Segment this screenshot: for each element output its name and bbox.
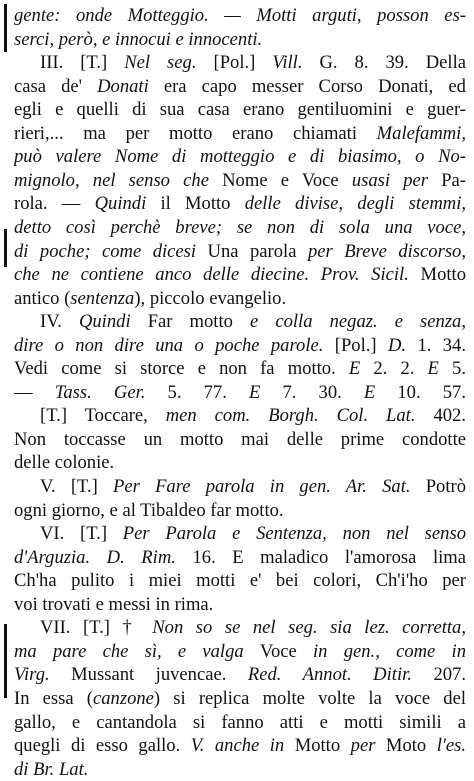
text-run: 16. E maladico l'amorosa lima (192, 546, 466, 568)
italic-run: Tass. Ger. (54, 381, 168, 403)
text-run: Nome e Voce (222, 169, 352, 191)
text-run: Ch'ha pulito i miei motti e' bei colori, Ch'i'ho per (14, 570, 466, 592)
text-line (14, 216, 466, 239)
italic-run: Malefammi, (376, 122, 466, 144)
text-line (14, 4, 466, 27)
italic-run: canzone (92, 688, 154, 709)
text-line (14, 711, 466, 734)
text-run: 1. 34. (417, 334, 466, 356)
text-line (14, 122, 466, 145)
text-run: ) si replica molte volte la voce del (153, 688, 466, 709)
italic-run: E (427, 358, 453, 380)
text-run: [Pol.] (334, 334, 388, 356)
text-run: rieri,... ma per motto erano chiamati (14, 122, 377, 144)
italic-run: Quindi (94, 193, 161, 215)
text-run: Motto (420, 264, 466, 286)
italic-run: d'Arguzia. D. Rim. (14, 546, 193, 568)
text-run: VI. [T.] (40, 523, 123, 545)
text-line (14, 546, 466, 569)
text-run: ogni giorno, e al Tibaldeo far motto. (14, 499, 284, 521)
text-run: il Motto (160, 193, 245, 215)
italic-run: men com. Borgh. Col. Lat. (165, 405, 434, 427)
italic-run: Non so se nel seg. sia lez. corretta, (152, 617, 466, 639)
italic-run: V. anche in (190, 735, 295, 757)
text-run: egli e quelli di sua casa erano gentiluomini e guer- (14, 99, 466, 121)
italic-run: E (363, 381, 398, 403)
italic-run: per Breve discorso, (307, 240, 466, 262)
italic-run: Donati (97, 75, 164, 97)
text-run: G. 8. 39. Della (319, 52, 466, 74)
text-line (14, 287, 466, 310)
text-line (14, 593, 466, 616)
italic-run: l'es. (436, 735, 466, 757)
italic-run: E (248, 381, 283, 403)
margin-rule (4, 4, 7, 52)
text-line (40, 522, 466, 545)
text-run: 5. (452, 358, 466, 380)
italic-run: Per Fare parola in gen. Ar. Sat. (113, 476, 426, 497)
text-run: gallo, e cantandola si fanno atti e motti simili a (14, 711, 466, 733)
italic-run: Nel seg. (124, 52, 214, 74)
text-line (14, 169, 466, 192)
text-line (14, 334, 466, 357)
text-line (14, 734, 466, 757)
text-run: voi trovati e messi in rima. (14, 593, 214, 615)
italic-run: di poche; come dicesi (14, 240, 208, 262)
text-line (14, 758, 466, 781)
text-run: ), piccolo evangelio. (134, 287, 287, 309)
text-run: quegli di esso gallo. (14, 735, 191, 757)
italic-run: delle divise, degli stemmi, (244, 193, 466, 215)
text-run: [Pol.] (213, 52, 273, 74)
text-run: V. [T.] (40, 476, 114, 497)
italic-run: può valere Nome di motteggio e di biasimo, o No- (14, 146, 466, 168)
text-run: 2. 2. (373, 358, 428, 380)
text-run: rola. — (14, 193, 95, 215)
text-run: 207. (433, 664, 466, 686)
italic-run: usasi per (351, 169, 442, 191)
margin-rule (4, 229, 7, 267)
italic-run: sentenza (70, 287, 135, 309)
text-run: Non toccasse un motto mai delle prime condotte (14, 428, 466, 450)
text-run: antico ( (14, 287, 71, 309)
italic-run: gente: onde Motteggio. — Motti arguti, posson es- (14, 5, 466, 26)
text-run: Mussant juvencae. (71, 664, 248, 686)
text-line (40, 310, 466, 333)
text-line (14, 240, 466, 263)
text-run: Pa- (441, 169, 466, 191)
text-run: [T.] Toccare, (40, 405, 166, 427)
text-line (40, 404, 466, 427)
italic-run: in gen., come in (313, 640, 466, 662)
text-line (14, 28, 466, 51)
text-run: IV. (40, 311, 79, 333)
text-line (40, 616, 466, 639)
italic-run: dire o non dire una o poche parole. (14, 334, 335, 356)
italic-run: Red. Annot. Ditir. (247, 664, 434, 686)
italic-run: Vill. (272, 52, 320, 74)
text-run: Una parola (207, 240, 308, 262)
text-run: Far motto (147, 311, 251, 333)
text-run: 7. 30. (282, 381, 364, 403)
margin-rule (4, 624, 7, 698)
italic-run: serci, però, e innocui e innocenti. (14, 28, 263, 50)
text-line (14, 663, 466, 686)
text-run: 5. 77. (167, 381, 249, 403)
text-run: III. [T.] (40, 52, 125, 74)
italic-run: E (348, 358, 374, 380)
italic-run: Per Parola e Sentenza, non nel senso (122, 523, 466, 545)
italic-run: mignolo, nel senso che (14, 169, 223, 191)
text-line (14, 357, 466, 380)
text-run: VII. [T.] † (40, 617, 153, 639)
text-run: Potrò (425, 476, 466, 497)
text-line (40, 475, 466, 498)
text-run: era capo messer Corso Donati, ed (163, 75, 466, 97)
italic-run: D. (387, 334, 418, 356)
text-line (14, 569, 466, 592)
italic-run: e colla negaz. e senza, (250, 311, 466, 333)
text-line (14, 687, 466, 710)
italic-run: ma pare che sì, e valga (14, 640, 260, 662)
text-run: Moto (385, 735, 437, 757)
text-line (14, 451, 466, 474)
italic-run: Quindi (78, 311, 148, 333)
text-run: — (14, 381, 55, 403)
text-line (14, 381, 466, 404)
text-line (14, 98, 466, 121)
italic-run: che ne contiene anco delle diecine. Prov. Sicil. (14, 264, 421, 286)
text-run: Motto (294, 735, 351, 757)
text-line (14, 75, 466, 98)
italic-run: di Br. Lat. (14, 758, 89, 780)
text-run: 402. (433, 405, 466, 427)
text-line (14, 428, 466, 451)
text-run: 10. 57. (397, 381, 466, 403)
text-line (14, 499, 466, 522)
text-line (14, 145, 466, 168)
text-line (14, 640, 466, 663)
italic-run: detto così perchè breve; se non di sola una voce, (14, 217, 466, 238)
italic-run: Virg. (14, 664, 72, 686)
text-run: Vedi come si storce e non fa motto. (14, 358, 349, 380)
text-line (14, 192, 466, 215)
text-line (14, 263, 466, 286)
text-run: casa de' (14, 75, 98, 97)
text-run: In essa ( (14, 688, 93, 709)
text-run: Voce (259, 640, 313, 662)
text-run: delle colonie. (14, 452, 115, 474)
text-line (40, 51, 466, 74)
italic-run: per (350, 735, 386, 757)
